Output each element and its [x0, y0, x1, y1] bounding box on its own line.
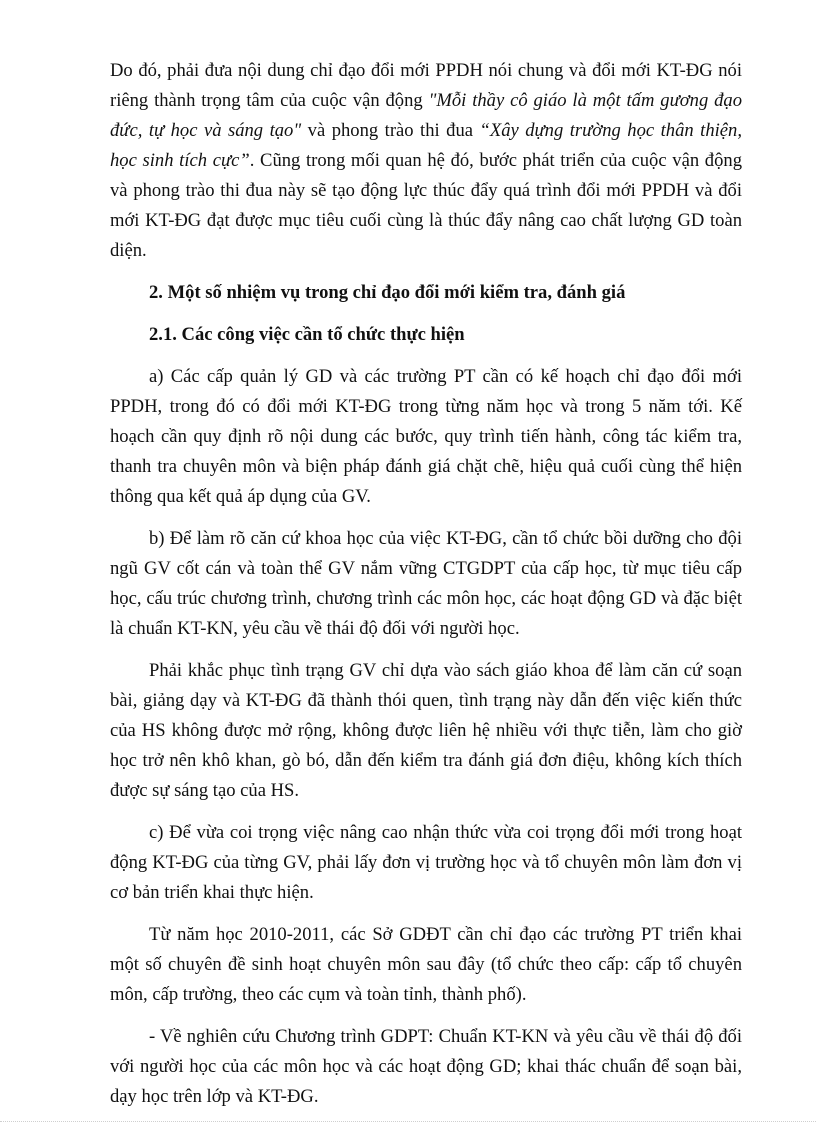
paragraph-intro-text-a: Do đó, phải đưa nội dung chỉ đạo đổi mới PPDH nói chung và đổi mới KT-ĐG nói riêng thành trọng tâm của cuộc vận động [110, 60, 742, 111]
quote-campaign: "Mỗi thầy cô giáo là một tấm gương đạo đức, tự học và sáng tạo" [110, 90, 742, 141]
paragraph-intro-text-b: và phong trào thi đua [301, 120, 480, 141]
paragraph-intro [110, 56, 742, 266]
page-bottom-rule [0, 1121, 816, 1122]
section-heading-2-1: 2.1. Các công việc cần tổ chức thực hiện [149, 324, 465, 345]
paragraph-intro-text-c: . Cũng trong mối quan hệ đó, bước phát triển của cuộc vận động và phong trào thi đua này sẽ tạo động lực thúc đẩy quá trình đổi mới PPDH và đổi mới KT-ĐG đạt được mục tiêu cuối cùng là thúc đẩy nâng cao chất lượng GD toàn diện. [110, 150, 742, 261]
section-heading-2: 2. Một số nhiệm vụ trong chỉ đạo đổi mới kiểm tra, đánh giá [149, 282, 626, 303]
document-page [110, 56, 742, 1124]
paragraph-c: c) Để vừa coi trọng việc nâng cao nhận thức vừa coi trọng đổi mới trong hoạt động KT-ĐG của từng GV, phải lấy đơn vị trường học và tổ chuyên môn làm đơn vị cơ bản triển khai thực hiện. [110, 822, 742, 903]
paragraph-b: b) Để làm rõ căn cứ khoa học của việc KT-ĐG, cần tổ chức bồi dưỡng cho đội ngũ GV cốt cán và toàn thể GV nắm vững CTGDPT của cấp học, từ mục tiêu cấp học, cấu trúc chương trình, chương trình các môn học, các hoạt động GD và đặc biệt là chuẩn KT-KN, yêu cầu về thái độ đối với người học. [110, 528, 742, 639]
quote-movement: “Xây dựng trường học thân thiện, học sinh tích cực” [110, 120, 742, 171]
paragraph-curriculum: - Về nghiên cứu Chương trình GDPT: Chuẩn KT-KN và yêu cầu về thái độ đối với người học của các môn học và các hoạt động GD; khai thác chuẩn để soạn bài, dạy học trên lớp và KT-ĐG. [110, 1026, 742, 1107]
paragraph-school-year: Từ năm học 2010-2011, các Sở GDĐT cần chỉ đạo các trường PT triển khai một số chuyên đề sinh hoạt chuyên môn sau đây (tổ chức theo cấp: cấp tổ chuyên môn, cấp trường, theo các cụm và toàn tỉnh, thành phố). [110, 924, 742, 1005]
paragraph-overcome: Phải khắc phục tình trạng GV chỉ dựa vào sách giáo khoa để làm căn cứ soạn bài, giảng dạy và KT-ĐG đã thành thói quen, tình trạng này dẫn đến việc kiến thức của HS không được mở rộng, không được liên hệ nhiều với thực tiễn, làm cho giờ học trở nên khô khan, gò bó, dẫn đến kiểm tra đánh giá đơn điệu, không kích thích được sự sáng tạo của HS. [110, 660, 742, 801]
paragraph-a: a) Các cấp quản lý GD và các trường PT cần có kế hoạch chỉ đạo đổi mới PPDH, trong đó có đổi mới KT-ĐG trong từng năm học và trong 5 năm tới. Kế hoạch cần quy định rõ nội dung các bước, quy trình tiến hành, công tác kiểm tra, thanh tra chuyên môn và biện pháp đánh giá chặt chẽ, hiệu quả cuối cùng thể hiện thông qua kết quả áp dụng của GV. [110, 366, 742, 507]
